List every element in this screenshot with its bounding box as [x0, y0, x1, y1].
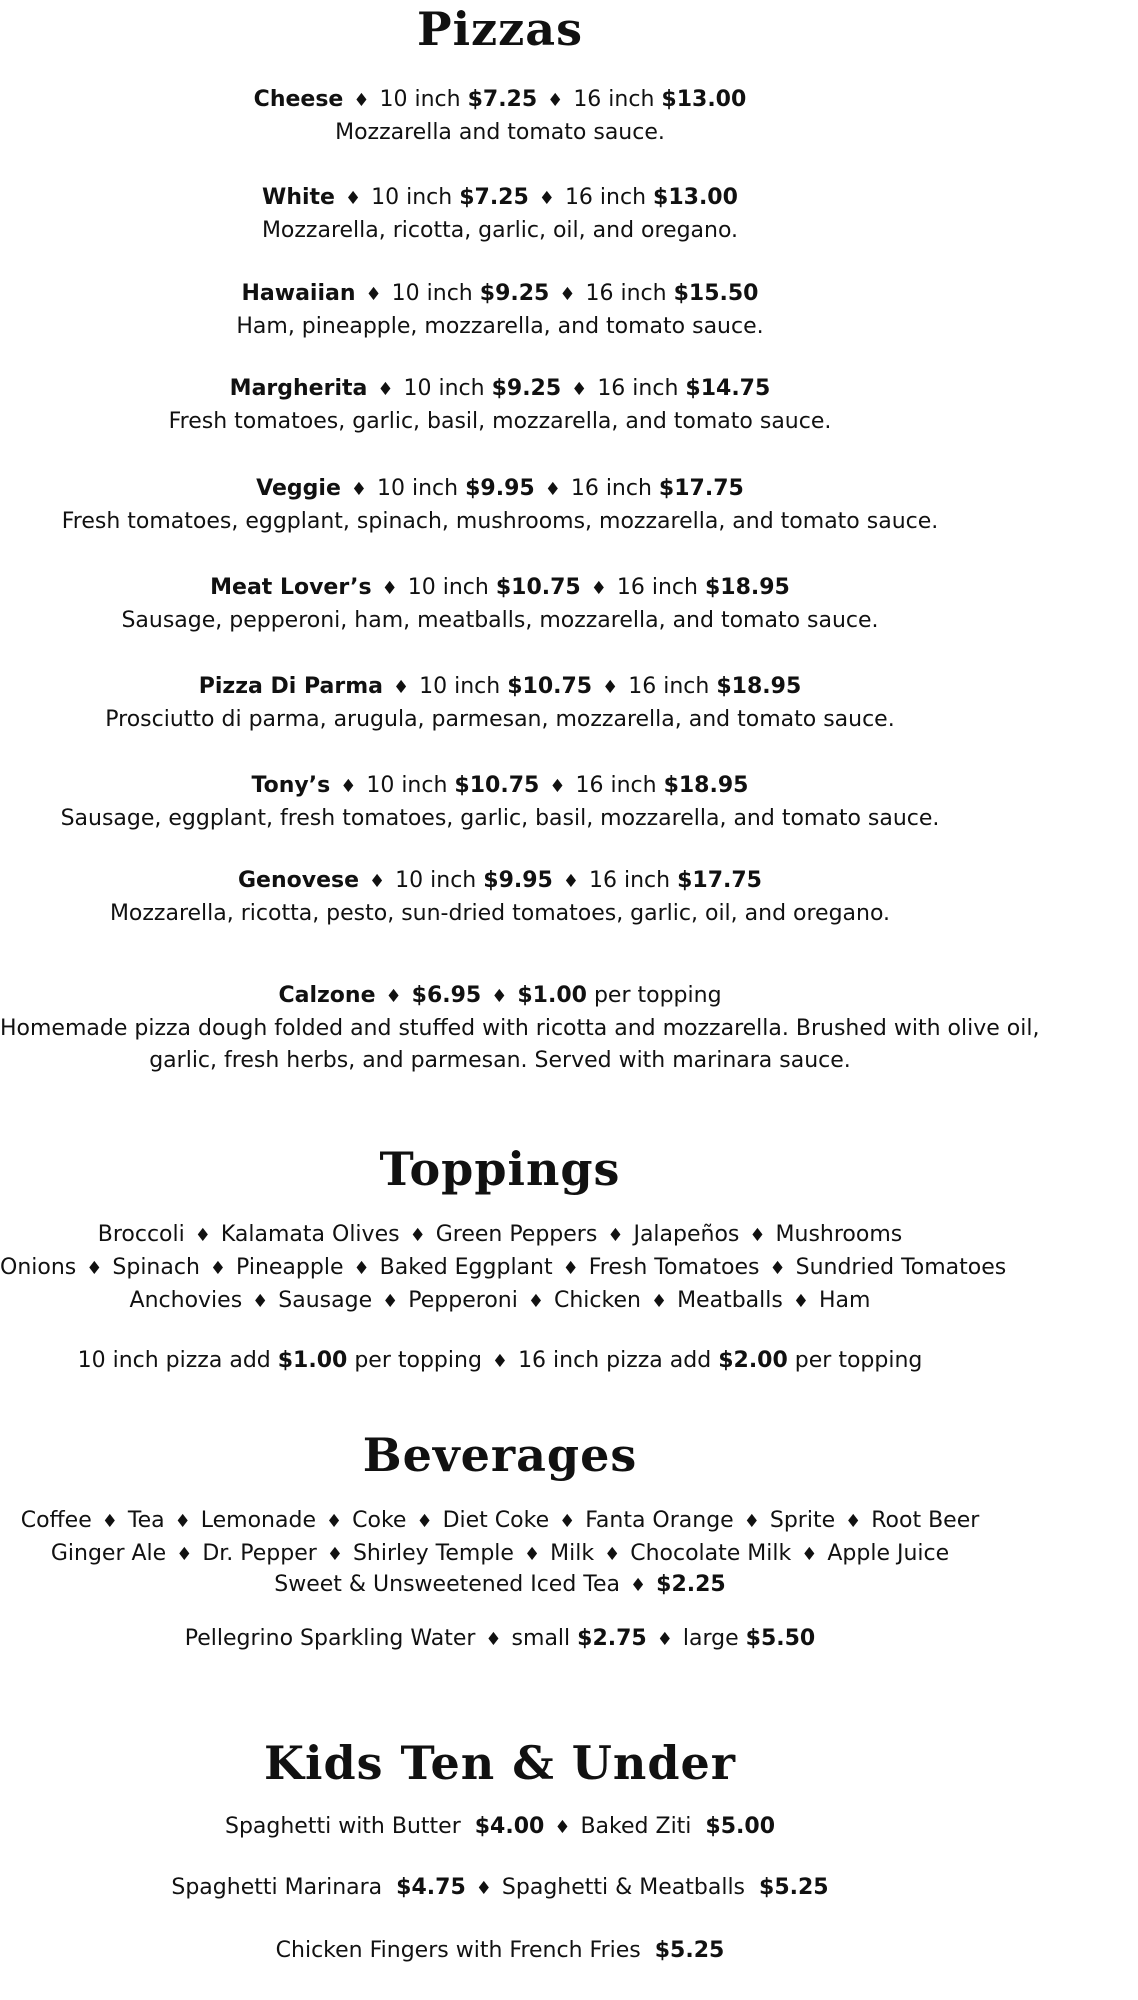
diamond-icon: ♦	[409, 1225, 426, 1246]
add-large-label: 16 inch pizza add	[518, 1348, 712, 1373]
calzone-price: $6.95	[411, 983, 482, 1008]
topping-item: Broccoli	[97, 1222, 185, 1247]
pizza-item	[0, 770, 1000, 865]
size-small: 10 inch	[407, 575, 489, 600]
price-small: $10.75	[507, 674, 593, 699]
toppings-row	[0, 1219, 1000, 1252]
size-large: 16 inch	[575, 773, 657, 798]
topping-item: Baked Eggplant	[379, 1255, 553, 1280]
beverages-row	[0, 1538, 1000, 1571]
diamond-icon: ♦	[544, 479, 561, 500]
beverage-item: Shirley Temple	[352, 1541, 514, 1566]
small-label: small	[511, 1626, 571, 1651]
calzone-desc-line1: Homemade pizza dough folded and stuffed with ricotta and mozzarella. Brushed with olive oil,	[0, 1016, 1040, 1041]
price-large: $13.00	[653, 185, 738, 210]
pellegrino-line	[0, 1623, 1000, 1656]
kids-item-price: $4.00	[474, 1814, 545, 1839]
kids-heading: Kids Ten & Under	[264, 1736, 736, 1790]
size-small: 10 inch	[419, 674, 501, 699]
iced-tea-line	[0, 1569, 1000, 1602]
pizza-desc: Fresh tomatoes, garlic, basil, mozzarella, and tomato sauce.	[168, 409, 832, 434]
price-large: $18.95	[663, 773, 749, 798]
pizza-desc: Fresh tomatoes, eggplant, spinach, mushrooms, mozzarella, and tomato sauce.	[61, 509, 939, 534]
kids-item-name: Spaghetti with Butter	[224, 1814, 461, 1839]
pizza-item	[0, 373, 1000, 473]
size-small: 10 inch	[391, 281, 473, 306]
diamond-icon: ♦	[194, 1225, 211, 1246]
diamond-icon: ♦	[571, 379, 588, 400]
size-large: 16 inch	[616, 575, 698, 600]
diamond-icon: ♦	[369, 871, 386, 892]
diamond-icon: ♦	[527, 1291, 544, 1312]
size-small: 10 inch	[395, 868, 477, 893]
topping-pricing	[0, 1345, 1000, 1378]
diamond-icon: ♦	[538, 188, 555, 209]
toppings-row	[0, 1285, 1000, 1318]
beverage-item: Coke	[352, 1508, 407, 1533]
diamond-icon: ♦	[485, 1629, 502, 1650]
pizza-desc: Sausage, eggplant, fresh tomatoes, garlic, basil, mozzarella, and tomato sauce.	[60, 806, 940, 831]
diamond-icon: ♦	[491, 1351, 509, 1372]
diamond-icon: ♦	[656, 1629, 673, 1650]
kids-item-price: $5.25	[654, 1938, 725, 1963]
kids-row-2	[0, 1872, 1000, 1905]
beverage-item: Tea	[127, 1508, 165, 1533]
pellegrino-label: Pellegrino Sparkling Water	[184, 1626, 476, 1651]
size-small: 10 inch	[377, 476, 459, 501]
beverage-item: Sprite	[769, 1508, 836, 1533]
topping-item: Meatballs	[677, 1288, 783, 1313]
kids-item-name: Spaghetti Marinara	[171, 1875, 383, 1900]
price-small: $7.25	[467, 87, 538, 112]
pizza-item	[0, 671, 1000, 770]
price-large: $13.00	[661, 87, 747, 112]
diamond-icon: ♦	[174, 1511, 191, 1532]
diamond-icon: ♦	[801, 1544, 818, 1565]
beverage-item: Ginger Ale	[50, 1541, 167, 1566]
price-large: $15.50	[673, 281, 759, 306]
diamond-icon: ♦	[252, 1291, 269, 1312]
pizza-name: Tony’s	[251, 773, 331, 798]
size-small: 10 inch	[379, 87, 461, 112]
diamond-icon: ♦	[365, 284, 382, 305]
size-large: 16 inch	[564, 185, 647, 210]
pizza-item	[0, 278, 1000, 373]
price-small: $10.75	[454, 773, 540, 798]
diamond-icon: ♦	[650, 1291, 668, 1312]
price-small: $7.25	[459, 185, 529, 210]
pizza-item	[0, 182, 1000, 278]
diamond-icon: ♦	[769, 1258, 786, 1279]
calzone-section	[0, 980, 1040, 1077]
diamond-icon: ♦	[630, 1575, 647, 1596]
diamond-icon: ♦	[554, 1817, 571, 1838]
diamond-icon: ♦	[344, 188, 362, 209]
calzone-name: Calzone	[278, 983, 376, 1008]
beverages-heading: Beverages	[362, 1428, 638, 1482]
pizza-desc: Mozzarella and tomato sauce.	[335, 120, 665, 145]
diamond-icon: ♦	[523, 1544, 541, 1565]
topping-item: Kalamata Olives	[220, 1222, 400, 1247]
pizza-desc: Ham, pineapple, mozzarella, and tomato sauce.	[236, 314, 764, 339]
diamond-icon: ♦	[749, 1225, 766, 1246]
diamond-icon: ♦	[340, 776, 357, 797]
price-large: $18.95	[704, 575, 790, 600]
pizza-desc: Mozzarella, ricotta, garlic, oil, and oregano.	[261, 218, 739, 243]
diamond-icon: ♦	[491, 986, 508, 1007]
pizza-name: White	[262, 185, 335, 210]
beverage-item: Dr. Pepper	[202, 1541, 317, 1566]
size-large: 16 inch	[597, 376, 679, 401]
beverage-item: Fanta Orange	[585, 1508, 734, 1533]
calzone-topping-price: $1.00	[517, 983, 587, 1008]
diamond-icon: ♦	[607, 1225, 624, 1246]
toppings-list	[0, 1219, 1007, 1318]
price-small: $9.95	[483, 868, 553, 893]
beverage-item: Apple Juice	[827, 1541, 950, 1566]
diamond-icon: ♦	[416, 1511, 433, 1532]
diamond-icon: ♦	[562, 1258, 579, 1279]
topping-item: Anchovies	[129, 1288, 243, 1313]
topping-item: Pepperoni	[408, 1288, 518, 1313]
pizza-name: Margherita	[229, 376, 368, 401]
diamond-icon: ♦	[549, 776, 566, 797]
toppings-section	[0, 1142, 1000, 1196]
diamond-icon: ♦	[101, 1511, 118, 1532]
diamond-icon: ♦	[475, 1878, 492, 1899]
toppings-row	[0, 1252, 1007, 1285]
large-price: $5.50	[745, 1626, 816, 1651]
pizza-item	[0, 473, 1000, 572]
size-small: 10 inch	[403, 376, 485, 401]
kids-section	[0, 1736, 1000, 1790]
diamond-icon: ♦	[353, 90, 370, 111]
diamond-icon: ♦	[377, 379, 394, 400]
topping-item: Ham	[818, 1288, 871, 1313]
price-large: $18.95	[716, 674, 802, 699]
kids-row-3	[0, 1935, 1000, 1967]
beverage-item: Diet Coke	[442, 1508, 550, 1533]
beverages-list	[0, 1505, 1000, 1571]
pizza-item	[0, 572, 1000, 671]
size-large: 16 inch	[585, 281, 667, 306]
topping-item: Sundried Tomatoes	[795, 1255, 1007, 1280]
diamond-icon: ♦	[845, 1511, 862, 1532]
beverages-row	[0, 1505, 1000, 1538]
large-label: large	[682, 1626, 739, 1651]
price-large: $17.75	[677, 868, 762, 893]
per-topping-label: per topping	[794, 1348, 923, 1373]
beverage-item: Root Beer	[871, 1508, 980, 1533]
diamond-icon: ♦	[792, 1291, 809, 1312]
beverage-item: Chocolate Milk	[630, 1541, 792, 1566]
diamond-icon: ♦	[209, 1258, 227, 1279]
diamond-icon: ♦	[590, 578, 607, 599]
iced-tea-label: Sweet & Unsweetened Iced Tea	[274, 1572, 621, 1597]
pizzas-heading: Pizzas	[416, 2, 583, 56]
price-small: $9.25	[491, 376, 562, 401]
diamond-icon: ♦	[382, 1291, 399, 1312]
diamond-icon: ♦	[326, 1511, 343, 1532]
pizza-name: Genovese	[237, 868, 360, 893]
diamond-icon: ♦	[381, 578, 398, 599]
topping-item: Fresh Tomatoes	[588, 1255, 760, 1280]
pizza-list	[0, 84, 1000, 929]
size-large: 16 inch	[589, 868, 671, 893]
beverage-price: $2.25	[656, 1572, 726, 1597]
toppings-heading: Toppings	[379, 1142, 621, 1196]
per-topping-label: per topping	[354, 1348, 482, 1373]
topping-item: Green Peppers	[435, 1222, 598, 1247]
beverage-item: Milk	[550, 1541, 595, 1566]
add-small-price: $1.00	[277, 1348, 348, 1373]
diamond-icon: ♦	[176, 1544, 193, 1565]
beverage-item: Lemonade	[200, 1508, 316, 1533]
add-large-price: $2.00	[718, 1348, 788, 1373]
pizza-name: Pizza Di Parma	[198, 674, 383, 699]
pizza-desc: Prosciutto di parma, arugula, parmesan, mozzarella, and tomato sauce.	[105, 707, 895, 732]
diamond-icon: ♦	[86, 1258, 103, 1279]
small-price: $2.75	[577, 1626, 647, 1651]
price-large: $14.75	[685, 376, 771, 401]
size-large: 16 inch	[573, 87, 655, 112]
diamond-icon: ♦	[350, 479, 367, 500]
size-small: 10 inch	[366, 773, 448, 798]
kids-row-1	[0, 1811, 1000, 1844]
kids-item-name: Baked Ziti	[580, 1814, 692, 1839]
pizzas-section	[0, 2, 1000, 56]
calzone-desc-line2: garlic, fresh herbs, and parmesan. Served with marinara sauce.	[149, 1048, 851, 1073]
kids-item-price: $5.25	[759, 1875, 829, 1900]
diamond-icon: ♦	[743, 1511, 760, 1532]
size-large: 16 inch	[628, 674, 710, 699]
pizza-item	[0, 865, 1000, 929]
pizza-name: Veggie	[256, 476, 341, 501]
kids-item-price: $4.75	[396, 1875, 466, 1900]
price-small: $10.75	[495, 575, 581, 600]
kids-item-price: $5.00	[705, 1814, 776, 1839]
calzone-topping-suffix: per topping	[593, 983, 722, 1008]
topping-item: Jalapeños	[633, 1222, 740, 1247]
diamond-icon: ♦	[559, 284, 576, 305]
diamond-icon: ♦	[353, 1258, 370, 1279]
size-small: 10 inch	[371, 185, 453, 210]
beverage-item: Coffee	[20, 1508, 92, 1533]
diamond-icon: ♦	[547, 90, 564, 111]
price-small: $9.25	[479, 281, 550, 306]
diamond-icon: ♦	[559, 1511, 576, 1532]
kids-item-name: Chicken Fingers with French Fries	[275, 1938, 641, 1963]
kids-item-name: Spaghetti & Meatballs	[501, 1875, 746, 1900]
diamond-icon: ♦	[602, 677, 619, 698]
add-small-label: 10 inch pizza add	[77, 1348, 271, 1373]
topping-item: Chicken	[553, 1288, 641, 1313]
topping-item: Onions	[0, 1255, 77, 1280]
beverages-section	[0, 1428, 1000, 1482]
pizza-item	[0, 84, 1000, 182]
topping-item: Sausage	[278, 1288, 373, 1313]
topping-item: Mushrooms	[775, 1222, 903, 1247]
topping-item: Spinach	[112, 1255, 200, 1280]
diamond-icon: ♦	[604, 1544, 621, 1565]
price-small: $9.95	[465, 476, 535, 501]
diamond-icon: ♦	[562, 871, 579, 892]
pizza-name: Hawaiian	[241, 281, 356, 306]
diamond-icon: ♦	[392, 677, 410, 698]
diamond-icon: ♦	[385, 986, 402, 1007]
price-large: $17.75	[658, 476, 744, 501]
pizza-name: Cheese	[253, 87, 344, 112]
topping-item: Pineapple	[236, 1255, 344, 1280]
pizza-name: Meat Lover’s	[210, 575, 372, 600]
size-large: 16 inch	[570, 476, 652, 501]
pizza-desc: Sausage, pepperoni, ham, meatballs, mozzarella, and tomato sauce.	[121, 608, 879, 633]
pizza-desc: Mozzarella, ricotta, pesto, sun-dried tomatoes, garlic, oil, and oregano.	[109, 901, 891, 926]
diamond-icon: ♦	[326, 1544, 343, 1565]
